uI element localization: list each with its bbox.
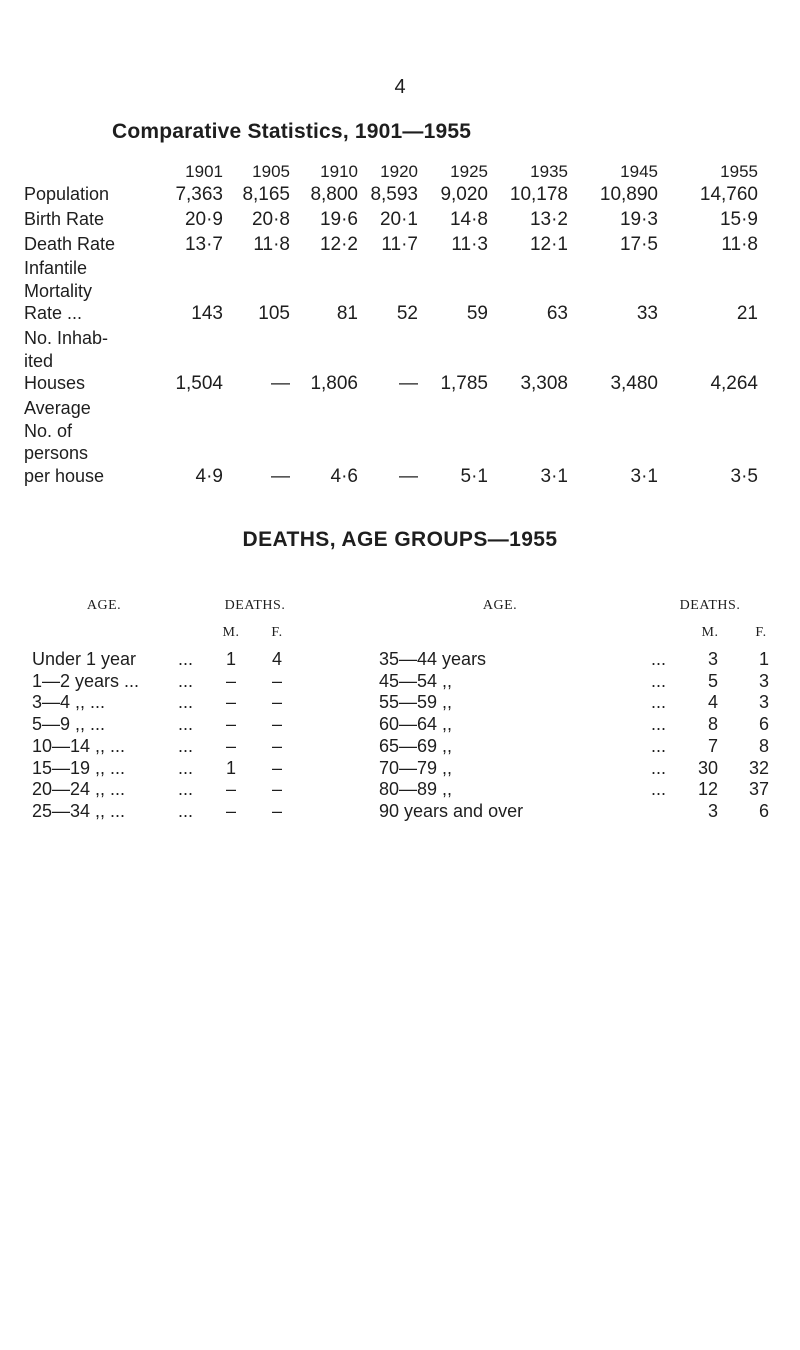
- stat-value: 8,800: [310, 184, 358, 205]
- dots-leader: ...: [178, 670, 194, 691]
- row-label: ited: [24, 350, 54, 371]
- age-group-label: 25—34 ,, ...: [32, 800, 126, 821]
- male-deaths: –: [225, 670, 236, 691]
- row-label: No. Inhab-: [24, 328, 109, 348]
- female-deaths: 32: [748, 757, 769, 778]
- stat-value: 14,760: [699, 184, 758, 205]
- stat-value: 12·2: [319, 234, 358, 255]
- stat-value: 11·8: [721, 234, 758, 255]
- male-deaths: 3: [707, 800, 718, 821]
- stat-value: 11·8: [253, 234, 290, 255]
- male-deaths: 1: [225, 757, 236, 778]
- dots-leader: ...: [651, 714, 667, 735]
- male-deaths: 3: [707, 649, 718, 669]
- stat-value: 3·1: [540, 465, 568, 487]
- stat-value: 11·7: [381, 234, 418, 255]
- male-deaths: –: [225, 779, 236, 800]
- comparative-statistics-title: Comparative Statistics, 1901—1955: [112, 120, 472, 143]
- row-label: persons: [24, 443, 89, 464]
- age-group-label: 10—14 ,, ...: [32, 735, 126, 756]
- age-group-label: 1—2 years ...: [32, 670, 140, 691]
- stat-value: 8,165: [242, 184, 290, 205]
- stat-value: 13·7: [184, 234, 223, 255]
- stat-value: 20·9: [184, 209, 223, 230]
- male-column-header: M.: [222, 625, 240, 640]
- stat-value: 19·3: [619, 209, 658, 230]
- stat-value: 21: [736, 303, 758, 325]
- row-label: Average: [24, 398, 91, 418]
- male-deaths: –: [225, 692, 236, 713]
- female-deaths: –: [271, 714, 282, 735]
- year-header: 1910: [320, 162, 358, 181]
- dots-leader: ...: [178, 800, 194, 821]
- male-deaths: 8: [707, 714, 718, 735]
- stat-value: 59: [466, 303, 488, 325]
- dots-leader: ...: [178, 649, 194, 669]
- male-deaths: –: [225, 714, 236, 735]
- stat-value: 4·9: [195, 465, 223, 487]
- stat-value: 5·1: [460, 465, 488, 487]
- page-number: 4: [394, 76, 406, 98]
- age-group-label: 65—69 ,,: [379, 735, 453, 756]
- year-header: 1905: [252, 162, 290, 181]
- row-label: No. of: [24, 420, 73, 441]
- dots-leader: ...: [178, 714, 194, 735]
- stat-value: —: [271, 465, 290, 487]
- age-group-label: 35—44 years: [379, 649, 487, 669]
- male-deaths: 12: [697, 779, 718, 800]
- dots-leader: ...: [651, 757, 667, 778]
- stat-value: 143: [191, 303, 223, 325]
- male-deaths: 5: [707, 670, 718, 691]
- age-group-label: 70—79 ,,: [379, 757, 453, 778]
- year-header: 1920: [380, 162, 418, 181]
- stat-value: 52: [396, 303, 418, 325]
- age-group-label: 90 years and over: [379, 800, 524, 821]
- row-label: Rate ...: [24, 303, 83, 324]
- female-deaths: 37: [748, 779, 769, 800]
- male-column-header: M.: [701, 625, 719, 640]
- age-group-label: 20—24 ,, ...: [32, 779, 126, 800]
- stat-value: 12·1: [529, 234, 568, 255]
- age-group-label: 60—64 ,,: [379, 714, 453, 735]
- stat-value: 20·8: [251, 209, 290, 230]
- deaths-column-header: DEATHS.: [224, 598, 286, 613]
- deaths-column-header: DEATHS.: [679, 598, 741, 613]
- row-label: per house: [24, 465, 105, 486]
- female-deaths: –: [271, 779, 282, 800]
- male-deaths: 30: [697, 757, 718, 778]
- stat-value: 8,593: [370, 184, 418, 205]
- female-deaths: –: [271, 670, 282, 691]
- female-deaths: –: [271, 692, 282, 713]
- female-deaths: 3: [758, 692, 769, 713]
- stat-value: 10,178: [509, 184, 568, 205]
- age-column-header: AGE.: [482, 598, 518, 613]
- year-header: 1955: [720, 162, 758, 181]
- row-label: Houses: [24, 373, 86, 394]
- female-column-header: F.: [755, 625, 767, 640]
- stat-value: 3·1: [630, 465, 658, 487]
- stat-value: 4·6: [330, 465, 358, 487]
- male-deaths: 7: [707, 735, 718, 756]
- stat-value: 3,308: [520, 373, 568, 395]
- dots-leader: ...: [178, 779, 194, 800]
- row-label: Mortality: [24, 280, 93, 301]
- stat-value: 1,806: [310, 373, 358, 395]
- stat-value: 3·5: [730, 465, 758, 487]
- stat-value: 15·9: [719, 209, 758, 230]
- stat-value: 1,785: [440, 373, 488, 395]
- dots-leader: ...: [651, 692, 667, 713]
- year-header: 1925: [450, 162, 488, 181]
- stat-value: 19·6: [319, 209, 358, 230]
- female-deaths: 8: [758, 735, 769, 756]
- female-deaths: 3: [758, 670, 769, 691]
- age-group-label: 55—59 ,,: [379, 692, 453, 713]
- female-deaths: 6: [758, 800, 769, 821]
- stat-value: 4,264: [710, 373, 758, 395]
- row-label: Infantile: [24, 258, 88, 278]
- dots-leader: ...: [651, 735, 667, 756]
- female-deaths: –: [271, 800, 282, 821]
- age-group-label: 3—4 ,, ...: [32, 692, 106, 713]
- female-deaths: –: [271, 757, 282, 778]
- female-deaths: 4: [271, 649, 282, 669]
- stat-value: 17·5: [619, 234, 658, 255]
- stat-value: 105: [258, 303, 290, 325]
- stat-value: 3,480: [610, 373, 658, 395]
- stat-value: 13·2: [529, 209, 568, 230]
- dots-leader: ...: [651, 779, 667, 800]
- dots-leader: ...: [651, 670, 667, 691]
- dots-leader: ...: [178, 757, 194, 778]
- stat-value: 63: [546, 303, 568, 325]
- age-group-label: Under 1 year: [32, 649, 137, 669]
- female-column-header: F.: [271, 625, 283, 640]
- year-header: 1935: [530, 162, 568, 181]
- age-group-label: 45—54 ,,: [379, 670, 453, 691]
- age-group-label: 5—9 ,, ...: [32, 714, 106, 735]
- stat-value: —: [399, 373, 418, 395]
- male-deaths: –: [225, 800, 236, 821]
- stat-value: 10,890: [599, 184, 658, 205]
- male-deaths: 1: [225, 649, 236, 669]
- stat-value: —: [271, 373, 290, 395]
- row-label: Birth Rate: [24, 209, 105, 229]
- stat-value: —: [399, 465, 418, 487]
- female-deaths: 6: [758, 714, 769, 735]
- deaths-age-groups-title: DEATHS, AGE GROUPS—1955: [242, 528, 558, 551]
- age-column-header: AGE.: [86, 598, 122, 613]
- dots-leader: ...: [178, 735, 194, 756]
- stat-value: 81: [336, 303, 358, 325]
- female-deaths: –: [271, 735, 282, 756]
- stat-value: 1,504: [175, 373, 223, 395]
- row-label: Death Rate: [24, 234, 116, 254]
- age-group-label: 80—89 ,,: [379, 779, 453, 800]
- year-header: 1945: [620, 162, 658, 181]
- stat-value: 11·3: [451, 234, 488, 255]
- dots-leader: ...: [178, 692, 194, 713]
- stat-value: 20·1: [379, 209, 418, 230]
- male-deaths: 4: [707, 692, 718, 713]
- stat-value: 14·8: [449, 209, 488, 230]
- female-deaths: 1: [758, 649, 769, 669]
- age-group-label: 15—19 ,, ...: [32, 757, 126, 778]
- year-header: 1901: [185, 162, 223, 181]
- row-label: Population: [24, 184, 110, 204]
- dots-leader: ...: [651, 649, 667, 669]
- male-deaths: –: [225, 735, 236, 756]
- stat-value: 9,020: [440, 184, 488, 205]
- stat-value: 7,363: [175, 184, 223, 205]
- stat-value: 33: [636, 303, 658, 325]
